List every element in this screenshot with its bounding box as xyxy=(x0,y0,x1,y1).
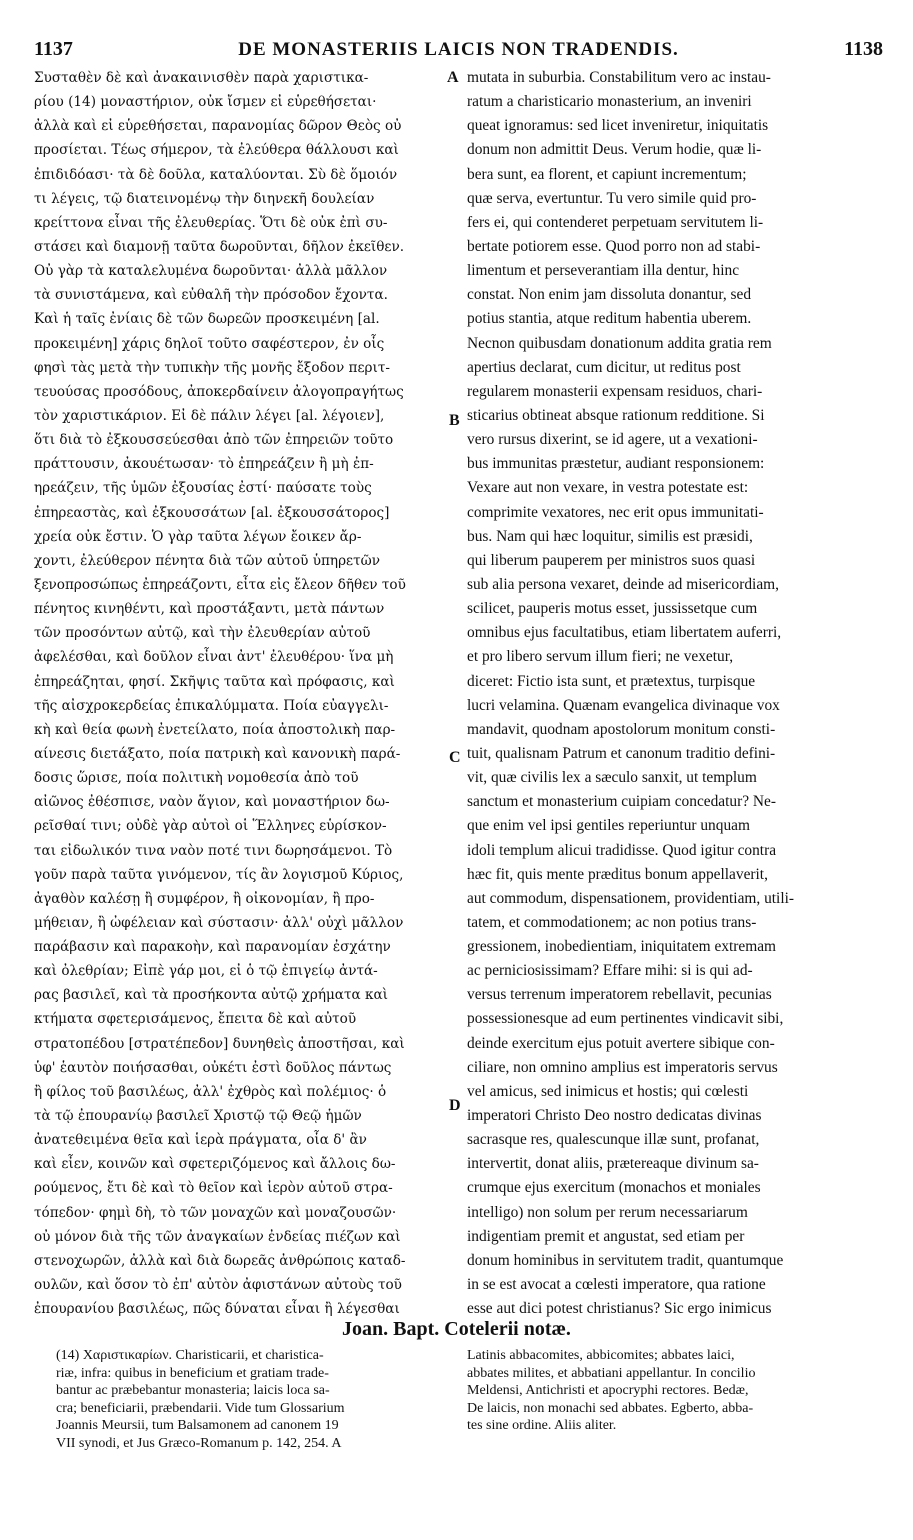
latin-text-line: sticarius obtineat absque rationum redditione. Si xyxy=(467,406,765,424)
latin-text-line: bertate potiorem esse. Quod porro non ad stabi- xyxy=(467,237,761,255)
latin-text-line: vel amicus, sed inimicus et hostis; qui cœlesti xyxy=(467,1082,749,1100)
latin-text-line: Vexare aut non vexare, in vestra potestate est: xyxy=(467,479,749,497)
latin-text-line: et pro libero servum illum fieri; ne vexetur, xyxy=(467,648,734,666)
latin-text-line: fers ei, qui contenderet perpetuam servitutem li- xyxy=(467,213,764,231)
notes-left-column xyxy=(56,1347,452,1453)
latin-text-line: esse aut dici potest christianus? Sic ergo inimicus xyxy=(467,1300,772,1318)
greek-text-line: ται εἰδωλικόν τινα ναὸν ποτέ τινι δωρησάμενοι. Τὸ xyxy=(34,842,393,859)
greek-text-line: ρούμενος, ἔτι δὲ καὶ τὸ θεῖον καὶ ἱερὸν αὐτοῦ στρα- xyxy=(34,1180,393,1197)
greek-text-line: στενοχωρῶν, ἀλλὰ καὶ διὰ δωρεᾶς ἀνθρώποις καταδ- xyxy=(34,1252,406,1269)
latin-text-line: idoli templum alicui tradidisse. Quod igitur contra xyxy=(467,841,777,859)
latin-text-line: apertius declarat, cum dicitur, ut reditus post xyxy=(467,358,741,376)
greek-text-line: Οὐ γὰρ τὰ καταλελυμένα δωροῦνται· ἀλλὰ μᾶλλον xyxy=(34,263,388,280)
latin-text-line: quæ serva, evertuntur. Tu vero simile quid pro- xyxy=(467,189,757,207)
note-text-line: Latinis abbacomites, abbicomites; abbates laici, xyxy=(467,1348,735,1363)
greek-text-line: παράβασιν καὶ παρακοὴν, καὶ παρανομίαν ἐσχάτην xyxy=(34,939,391,956)
greek-text-line: χρεία οὐκ ἔστιν. Ὁ γὰρ ταῦτα λέγων ἔοικεν ἄρ- xyxy=(34,528,362,545)
greek-text-line: προκειμένη] χάρις δηλοῖ τοῦτο σαφέστερον, ἐν οἷς xyxy=(34,335,385,352)
latin-text-line: tatem, et commodationem; ac non potius trans- xyxy=(467,913,757,931)
latin-text-line: donum non admittit Deus. Verum hodie, quæ li- xyxy=(467,141,762,159)
latin-text-line: crumque ejus exercitum (monachos et moniales xyxy=(467,1179,761,1197)
greek-text-line: αἰῶνος ἐθέσπισε, ναὸν ἅγιον, καὶ μοναστήριον δω- xyxy=(34,794,390,811)
greek-text-line: ἀλλὰ καὶ εἰ εὑρεθήσεται, παρανομίας δῶρον Θεὸς οὐ xyxy=(34,118,402,135)
running-title: DE MONASTERIIS LAICIS NON TRADENDIS. xyxy=(238,39,679,60)
note-text-line: Meldensi, Antichristi et apocryphi rectores. Bedæ, xyxy=(467,1383,749,1399)
greek-text-line: ουλῶν, καὶ ὅσον τὸ ἐπ' αὐτὸν ἀφιστάνων αὐτοὺς τοῦ xyxy=(34,1277,402,1294)
latin-text-line: indigentiam premit et angustat, sed etiam per xyxy=(467,1227,745,1245)
greek-text-line: ἐπηρεάζηται, φησί. Σκῆψις ταῦτα καὶ πρόφασις, καὶ xyxy=(34,673,395,690)
greek-text-line: ὅτι διὰ τὸ ἐξκουσσεύεσθαι ἀπὸ τῶν ἐπηρειῶν τοῦτο xyxy=(34,432,394,449)
section-marker-a: A xyxy=(447,69,459,86)
latin-text-line: in se est avocat a cœlesti imperatore, qua ratione xyxy=(467,1276,766,1294)
greek-text-line: πένητος κινηθέντι, καὶ προστάξαντι, μετὰ πάντων xyxy=(34,601,385,618)
greek-text-line: κρείττονα εἶναι τῆς ἐλευθερίας. Ὅτι δὲ οὐκ ἐπὶ συ- xyxy=(34,214,388,231)
latin-text-line: gressionem, inobedientiam, iniquitatem extremam xyxy=(467,938,777,956)
greek-column xyxy=(34,66,444,1321)
latin-text-line: bus immunitas præstetur, audiant responsionem: xyxy=(467,455,765,473)
note-text-line: cra; beneficiarii, præbendarii. Vide tum Glossarium xyxy=(56,1400,345,1416)
greek-text-line: καὶ εἶεν, κοινῶν καὶ σφετεριζόμενος καὶ ἄλλοις δω- xyxy=(34,1156,396,1173)
latin-text-line: limentum et perseverantiam illa dentur, hinc xyxy=(467,262,740,280)
greek-text-line: ρεῖσθαί τινι; οὐδὲ γὰρ αὐτοὶ οἱ Ἕλληνες εὑρίσκον- xyxy=(34,818,387,835)
section-marker-c: C xyxy=(449,749,461,766)
greek-text-line: ἀνατεθειμένα θεῖα καὶ ἱερὰ πράγματα, οἷα δ' ἂν xyxy=(34,1132,367,1149)
latin-text-line: sub alia persona vexaret, deinde ad misericordiam, xyxy=(467,575,779,593)
greek-text-line: Καὶ ἡ ταῖς ἐνίαις δὲ τῶν δωρεῶν προσκειμένη [al. xyxy=(34,311,380,328)
latin-column xyxy=(467,66,881,1321)
latin-text-line: Necnon quibusdam donationum addita gratia rem xyxy=(467,334,772,352)
latin-text-line: queat ignoramus: sed licet inveniretur, iniquitatis xyxy=(467,117,769,135)
latin-text-line: regularem monasterii expensam residuos, chari- xyxy=(467,382,763,400)
latin-text-line: omnibus ejus facultatibus, etiam libertatem auferri, xyxy=(467,624,782,642)
latin-text-line: ratum a charisticario monasterium, an inveniri xyxy=(467,93,752,111)
greek-text-line: οὐ μόνον διὰ τῆς τῶν ἀναγκαίων ἐνδείας πιέζων καὶ xyxy=(34,1228,401,1245)
latin-text-line: vero rursus dixerint, se id agere, ut a vexationi- xyxy=(467,431,758,449)
latin-text-line: donum hominibus in servitutem tradit, quantumque xyxy=(467,1251,784,1269)
latin-text-line: versus terrenum imperatorem rebellavit, pecunias xyxy=(467,986,772,1004)
latin-text-line: bera sunt, ea florent, et capiunt incrementum; xyxy=(467,165,747,183)
greek-text-line: ἐπηρεαστὰς, καὶ ἐξκουσσάτων [al. ἐξκουσσάτορος] xyxy=(34,504,390,521)
page-number-left: 1137 xyxy=(34,38,73,60)
greek-text-line: ἐπιδιδόασι· τὰ δὲ δοῦλα, καταλύονται. Σὺ δὲ ὅμοιόν xyxy=(34,166,398,183)
greek-text-line: Συσταθὲν δὲ καὶ ἀνακαινισθὲν παρὰ χαριστικα- xyxy=(34,70,369,86)
greek-text-line: στάσει καὶ διαμονῇ ταῦτα δωροῦνται, δῆλον ἐκεῖθεν. xyxy=(34,238,405,255)
section-marker-d: D xyxy=(449,1097,461,1114)
notes-right-column xyxy=(467,1347,881,1435)
latin-text-line: lucri velamina. Quænam evangelica divinaque vox xyxy=(467,696,780,714)
greek-text-line: ηρεάζειν, τῆς ὑμῶν ἐξουσίας ἐστί· παύσατε τοὺς xyxy=(34,480,372,497)
note-text-line: abbates milites, et abbatiani appellantur. In concilio xyxy=(467,1365,756,1381)
note-text-line: riæ, infra: quibus in beneficium et gratiam trade- xyxy=(56,1365,329,1381)
greek-text-line: προσίεται. Τέως σήμερον, τὰ ἐλεύθερα θάλλουσι καὶ xyxy=(34,142,399,159)
note-text-line: De laicis, non monachi sed abbates. Egberto, abba- xyxy=(467,1400,754,1416)
greek-text-line: ρας βασιλεῖ, καὶ τὰ προσήκοντα αὐτῷ χρήματα καὶ xyxy=(34,987,389,1004)
greek-text-line: αίνεσις διετάξατο, ποία πατρικὴ καὶ κανονικὴ παρά- xyxy=(34,745,401,762)
latin-text-line: hæc fit, quis mente præditus bonum appellaverit, xyxy=(467,865,768,883)
greek-text-line: φησὶ τὰς μετὰ τὴν τυπικὴν τῆς μονῆς ἔξοδον περιτ- xyxy=(34,359,390,376)
greek-text-line: ἐπουρανίου βασιλέως, πῶς δύναται εἶναι ἢ λέγεσθαι xyxy=(34,1301,400,1318)
greek-text-line: ρίου (14) μοναστήριον, οὐκ ἴσμεν εἰ εὑρεθήσεται· xyxy=(34,94,377,111)
note-text-line: tes sine ordine. Aliis aliter. xyxy=(467,1418,617,1434)
latin-text-line: mandavit, quodnam apostolorum monitum consti- xyxy=(467,720,776,738)
note-text-line: VII synodi, et Jus Græco-Romanum p. 142, 254. A xyxy=(56,1435,342,1451)
latin-text-line: comprimite vexatores, nec erit opus immunitati- xyxy=(467,503,764,521)
greek-text-line: γοῦν παρὰ ταῦτα γινόμενον, τίς ἂν λογισμοῦ Κύριος, xyxy=(34,866,404,883)
greek-text-line: τὰ τῷ ἐπουρανίῳ βασιλεῖ Χριστῷ τῷ Θεῷ ἡμῶν xyxy=(34,1108,362,1125)
running-header xyxy=(34,38,883,64)
greek-text-line: τῆς αἰσχροκερδείας ἐπικαλύμματα. Ποία εὐαγγελι- xyxy=(34,697,389,714)
note-text-line: Joannis Meursii, tum Balsamonem ad canonem 19 xyxy=(56,1418,339,1434)
latin-text-line: diceret: Fictio ista sunt, et prætextus, turpisque xyxy=(467,672,756,690)
greek-text-line: μήθειαν, ἢ ὠφέλειαν καὶ σύστασιν· ἀλλ' οὐχὶ μᾶλλον xyxy=(34,914,404,931)
section-marker-b: B xyxy=(449,412,460,429)
greek-text-line: τὰ συνιστάμενα, καὶ εὐθαλῆ τὴν πρόσοδον ἔχοντα. xyxy=(34,287,388,304)
latin-text-line: intelligo) non solum per rerum necessariarum xyxy=(467,1203,748,1221)
note-text-line: bantur ac præbebantur monasteria; laicis loca sa- xyxy=(56,1383,330,1399)
latin-text-line: qui liberum pauperem per ministros suos quasi xyxy=(467,551,756,569)
latin-text-line: imperatori Christo Deo nostro dedicatas divinas xyxy=(467,1107,762,1125)
greek-text-line: τευούσας προσόδους, ἀποκερδαίνειν ἀλογοπραγήτως xyxy=(34,383,404,400)
greek-text-line: ἀφελέσθαι, καὶ δοῦλον εἶναι ἀντ' ἐλευθέρου· ἵνα μὴ xyxy=(34,649,394,666)
latin-text-line: deinde exercitum ejus potuit avertere sibique con- xyxy=(467,1034,775,1052)
latin-text-line: vit, quæ civilis lex a sæculo sanxit, ut templum xyxy=(467,769,757,787)
greek-text-line: ἀγαθὸν καλέσῃ ἢ συμφέρον, ἢ οἰκονομίαν, ἢ προ- xyxy=(34,890,375,907)
greek-text-line: καὶ ὀλεθρίαν; Εἰπὲ γάρ μοι, εἰ ὁ τῷ ἐπιγείῳ ἀντά- xyxy=(34,963,378,980)
greek-text-line: ὑφ' ἑαυτὸν ποιήσασθαι, οὐκέτι ἐστὶ δοῦλος πάντως xyxy=(34,1059,392,1076)
greek-text-line: τῶν προσόντων αὐτῷ, καὶ τὴν ἐλευθερίαν αὐτοῦ xyxy=(34,625,371,642)
latin-text-line: aut commodum, dispensationem, providentiam, utili- xyxy=(467,889,794,907)
latin-text-line: ac perniciosissimam? Effare mihi: si is qui ad- xyxy=(467,962,753,980)
latin-text-line: potius stantia, atque reditum habentia uberem. xyxy=(467,310,752,328)
greek-text-line: στρατοπέδου [στρατέπεδον] δυνηθεὶς ἀποστῆσαι, καὶ xyxy=(34,1035,405,1052)
notes-title: Joan. Bapt. Cotelerii notæ. xyxy=(342,1318,571,1340)
greek-text-line: κὴ καὶ θεία φωνὴ ἐνετείλατο, ποία ἀποστολικὴ παρ- xyxy=(34,721,396,738)
greek-text-line: ξενοπροσώπως ἐπηρεάζοντι, εἶτα εἰς ἔλεον δῆθεν τοῦ xyxy=(34,576,406,593)
latin-text-line: possessionesque ad eum pertinentes vindicavit sibi, xyxy=(467,1010,784,1028)
latin-text-line: scilicet, pauperis motus esset, jussissetque cum xyxy=(467,600,758,618)
greek-text-line: κτήματα σφετερισάμενος, ἔπειτα δὲ καὶ αὐτοῦ xyxy=(34,1011,357,1028)
greek-text-line: τόπεδον· φημὶ δὴ, τὸ τῶν μοναχῶν καὶ μοναζουσῶν· xyxy=(34,1204,397,1221)
note-text-line: (14) Χαριστικαρίων. Charisticarii, et charistica- xyxy=(56,1348,324,1363)
greek-text-line: χοντι, ἐλεύθερον πένητα διὰ τῶν αὐτοῦ ὑπηρετῶν xyxy=(34,552,380,569)
latin-text-line: sacrasque res, qualescunque illæ sunt, profanat, xyxy=(467,1131,760,1149)
latin-text-line: que enim vel ipsi gentiles reperiuntur unquam xyxy=(467,817,750,835)
greek-text-line: δοσις ὥρισε, ποία πολιτικὴ νομοθεσία ἀπὸ τοῦ xyxy=(34,770,359,787)
page-number-right: 1138 xyxy=(844,38,883,60)
greek-text-line: τὸν χαριστικάριον. Εἰ δὲ πάλιν λέγει [al. λέγοιεν], xyxy=(34,407,385,424)
latin-text-line: constat. Non enim jam dissoluta donantur, sed xyxy=(467,286,752,304)
latin-text-line: tuit, qualisnam Patrum et canonum traditio defini- xyxy=(467,744,776,762)
latin-text-line: intervertit, donat aliis, prætereaque divinum sa- xyxy=(467,1155,759,1173)
latin-text-line: sanctum et monasterium cuipiam concedatur? Ne- xyxy=(467,793,776,811)
latin-text-line: bus. Nam qui hæc loquitur, similis est præsidi, xyxy=(467,527,753,545)
greek-text-line: τι λέγεις, τῷ διατεινομένῳ τὴν διηνεκῆ δουλείαν xyxy=(34,190,375,207)
greek-text-line: ἢ φίλος τοῦ βασιλέως, ἀλλ' ἐχθρὸς καὶ πολέμιος· ὁ xyxy=(34,1083,387,1100)
latin-text-line: mutata in suburbia. Constabilitum vero ac instau- xyxy=(467,69,771,86)
latin-text-line: ciliare, non omnino amplius est imperatoris servus xyxy=(467,1058,778,1076)
greek-text-line: πράττουσιν, ἀκουέτωσαν· τὸ ἐπηρεάζειν ἢ μὴ ἐπ- xyxy=(34,456,374,473)
